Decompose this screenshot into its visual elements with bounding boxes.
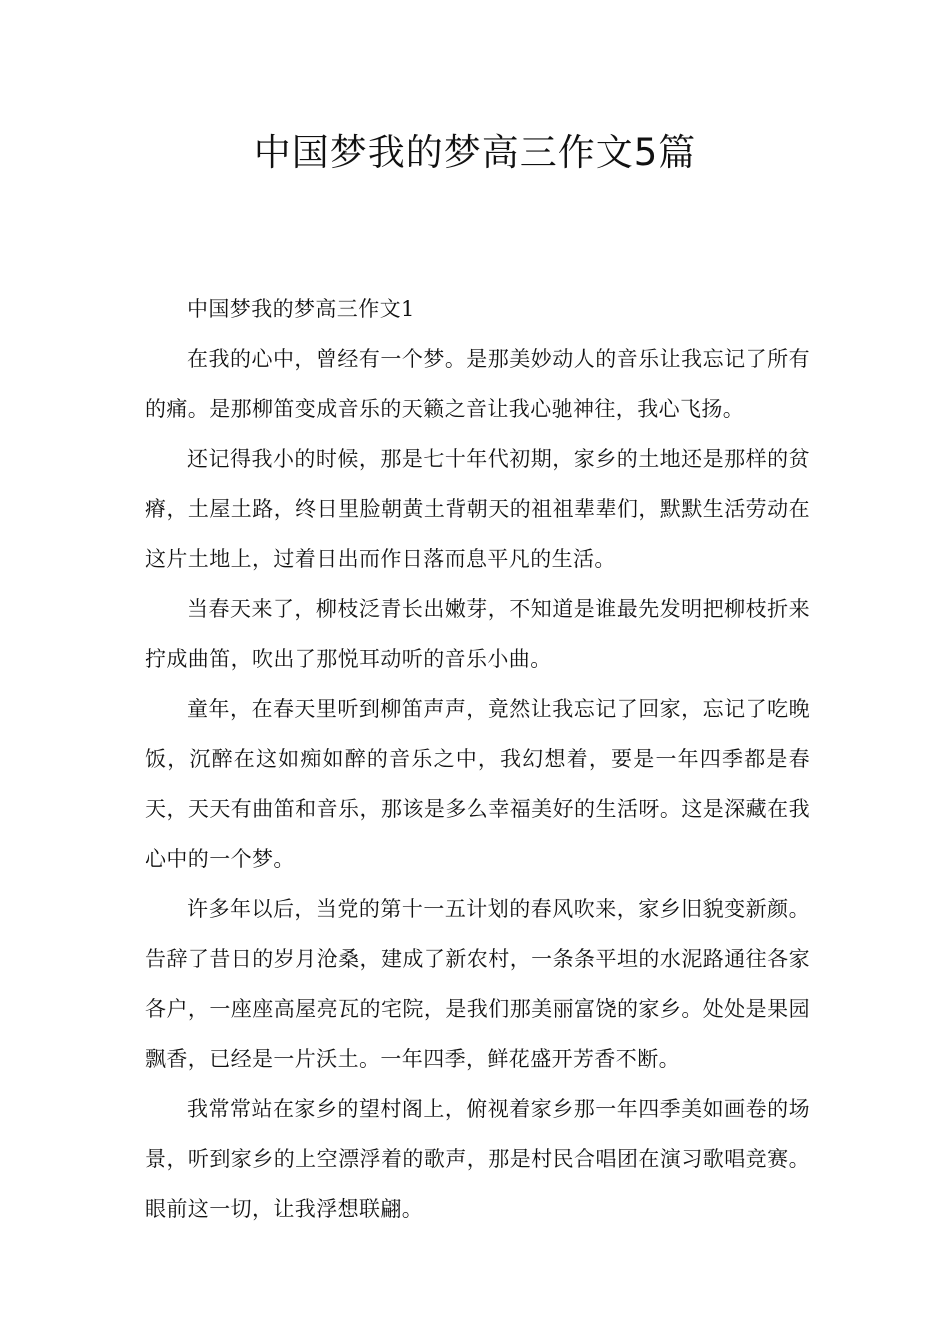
document-title: 中国梦我的梦高三作文5篇 xyxy=(253,131,697,174)
paragraph-3: 当春天来了，柳枝泛青长出嫩芽，不知道是谁最先发明把柳枝折来拧成曲笛，吹出了那悦耳动听的音乐小曲。 xyxy=(145,597,810,671)
paragraph-5: 许多年以后，当党的第十一五计划的春风吹来，家乡旧貌变新颜。告辞了昔日的岁月沧桑，建成了新农村，一条条平坦的水泥路通往各家各户，一座座高屋亮瓦的宅院，是我们那美丽富饶的家乡。处处是果园飘香，已经是一片沃土。一年四季，鲜花盛开芳香不断。 xyxy=(145,897,810,1071)
paragraph-6: 我常常站在家乡的望村阁上，俯视着家乡那一年四季美如画卷的场景，听到家乡的上空漂浮着的歌声，那是村民合唱团在演习歌唱竞赛。眼前这一切，让我浮想联翩。 xyxy=(145,1097,810,1221)
paragraph-4: 童年，在春天里听到柳笛声声，竟然让我忘记了回家，忘记了吃晚饭，沉醉在这如痴如醉的音乐之中，我幻想着，要是一年四季都是春天，天天有曲笛和音乐，那该是多么幸福美好的生活呀。这是深藏在我心中的一个梦。 xyxy=(145,697,810,871)
section-heading: 中国梦我的梦高三作文1 xyxy=(187,297,415,321)
paragraph-1: 在我的心中，曾经有一个梦。是那美妙动人的音乐让我忘记了所有的痛。是那柳笛变成音乐的天籁之音让我心驰神往，我心飞扬。 xyxy=(145,347,810,421)
paragraph-2: 还记得我小的时候，那是七十年代初期，家乡的土地还是那样的贫瘠，土屋土路，终日里脸朝黄土背朝天的祖祖辈辈们，默默生活劳动在这片土地上，过着日出而作日落而息平凡的生活。 xyxy=(145,447,810,571)
document-body xyxy=(145,284,810,1234)
